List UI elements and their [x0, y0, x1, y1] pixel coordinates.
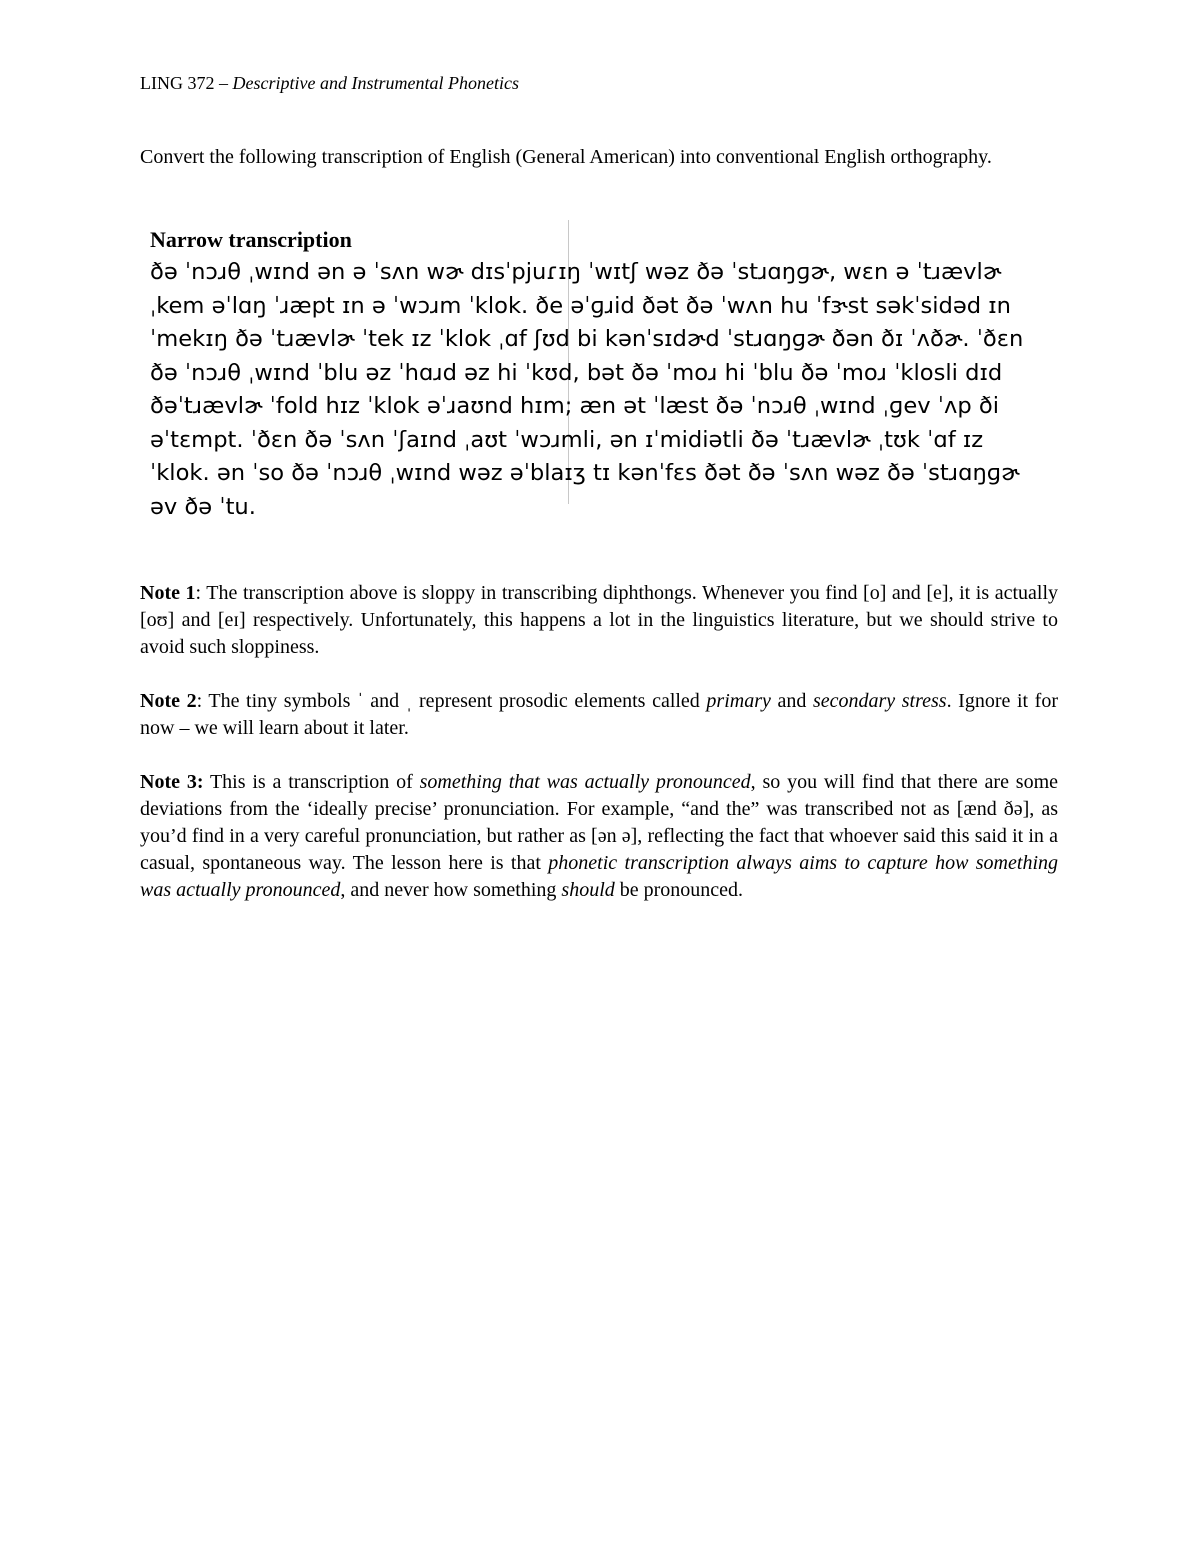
note-3-emphasis-1: something that was actually pronounced [419, 771, 751, 793]
note-3-text-a: This is a transcription of [203, 771, 420, 793]
note-2-text-a: : The tiny symbols ˈ and ˌ represent prosodic elements called [196, 690, 707, 712]
ipa-line-8: əv ðə ˈtu. [150, 493, 256, 520]
transcription-heading: Narrow transcription [150, 227, 352, 252]
note-2-text-b: and [770, 690, 813, 712]
ipa-line-4: ðə ˈnɔɹθ ˌwɪnd ˈblu əz ˈhɑɹd əz hi ˈkʊd, bət ðə ˈmoɹ hi ˈblu ðə ˈmoɹ ˈklosli dɪd [150, 359, 1003, 386]
note-3-emphasis-2: phonetic transcription always aims to capture how something was actually pronounced [140, 852, 1058, 901]
note-3-text-c: , and never how something [340, 879, 562, 901]
note-2-text-c: . Ignore it for now – we will learn about it later. [140, 690, 1058, 739]
note-3-text-d: be pronounced. [614, 879, 744, 901]
ipa-line-6: əˈtɛmpt. ˈðɛn ðə ˈsʌn ˈʃaɪnd ˌaʊt ˈwɔɹmli, ən ɪˈmidiətli ðə ˈtɹævlɚ ˌtʊk ˈɑf ɪz [150, 426, 984, 453]
note-2-term-primary: primary [706, 690, 771, 712]
note-3-text-b: , so you will find that there are some deviations from the ‘ideally precise’ pronunciation. For example, “and the” was transcribed not as [ænd ðə], as you’d find in a very careful pronunciation, but rather as [ən ə], reflecting the fact that whoever said this said it in a casual, spontaneous way. The lesson here is that [140, 771, 1059, 874]
note-2-term-secondary-stress: secondary stress [812, 690, 947, 712]
note-1-text: : The transcription above is sloppy in transcribing diphthongs. Whenever you find [o] and [e], it is actually [oʊ] and [eɪ] respectively. Unfortunately, this happens a lot in the linguistics literature, but we should strive to avoid such sloppiness. [140, 582, 1058, 658]
note-1 [140, 580, 1058, 661]
transcription-block [150, 226, 1080, 524]
note-3-label: Note 3: [140, 771, 204, 793]
note-2-label: Note 2 [140, 690, 197, 712]
note-3 [140, 769, 1058, 904]
course-subtitle: Descriptive and Instrumental Phonetics [232, 73, 519, 93]
instructions-paragraph: Convert the following transcription of English (General American) into conventional English orthography. [140, 146, 992, 168]
page-header [140, 70, 519, 96]
ipa-line-5: ðəˈtɹævlɚ ˈfold hɪz ˈklok əˈɹaʊnd hɪm; æn ət ˈlæst ðə ˈnɔɹθ ˌwɪnd ˌɡev ˈʌp ði [150, 393, 999, 419]
notes-section [140, 580, 1058, 931]
ipa-line-1: ðə ˈnɔɹθ ˌwɪnd ən ə ˈsʌn wɚ dɪsˈpjuɾɪŋ ˈwɪtʃ wəz ðə ˈstɹɑŋɡɚ, wɛn ə ˈtɹævlɚ [150, 259, 1002, 285]
note-3-emphasis-3: should [561, 879, 615, 901]
ipa-line-7: ˈklok. ən ˈso ðə ˈnɔɹθ ˌwɪnd wəz əˈblaɪʒ tɪ kənˈfɛs ðət ðə ˈsʌn wəz ðə ˈstɹɑŋɡɚ [150, 460, 1020, 486]
ipa-line-2: ˌkem əˈlɑŋ ˈɹæpt ɪn ə ˈwɔɹm ˈklok. ðe əˈɡɹid ðət ðə ˈwʌn hu ˈfɝst səkˈsidəd ɪn [150, 292, 1011, 319]
note-2 [140, 688, 1058, 742]
ipa-line-3: ˈmekɪŋ ðə ˈtɹævlɚ ˈtek ɪz ˈklok ˌɑf ʃʊd bi kənˈsɪdɚd ˈstɹɑŋɡɚ ðən ðɪ ˈʌðɚ. ˈðɛn [150, 326, 1024, 352]
note-1-label: Note 1 [140, 582, 196, 604]
course-code: LING 372 – [140, 73, 233, 93]
